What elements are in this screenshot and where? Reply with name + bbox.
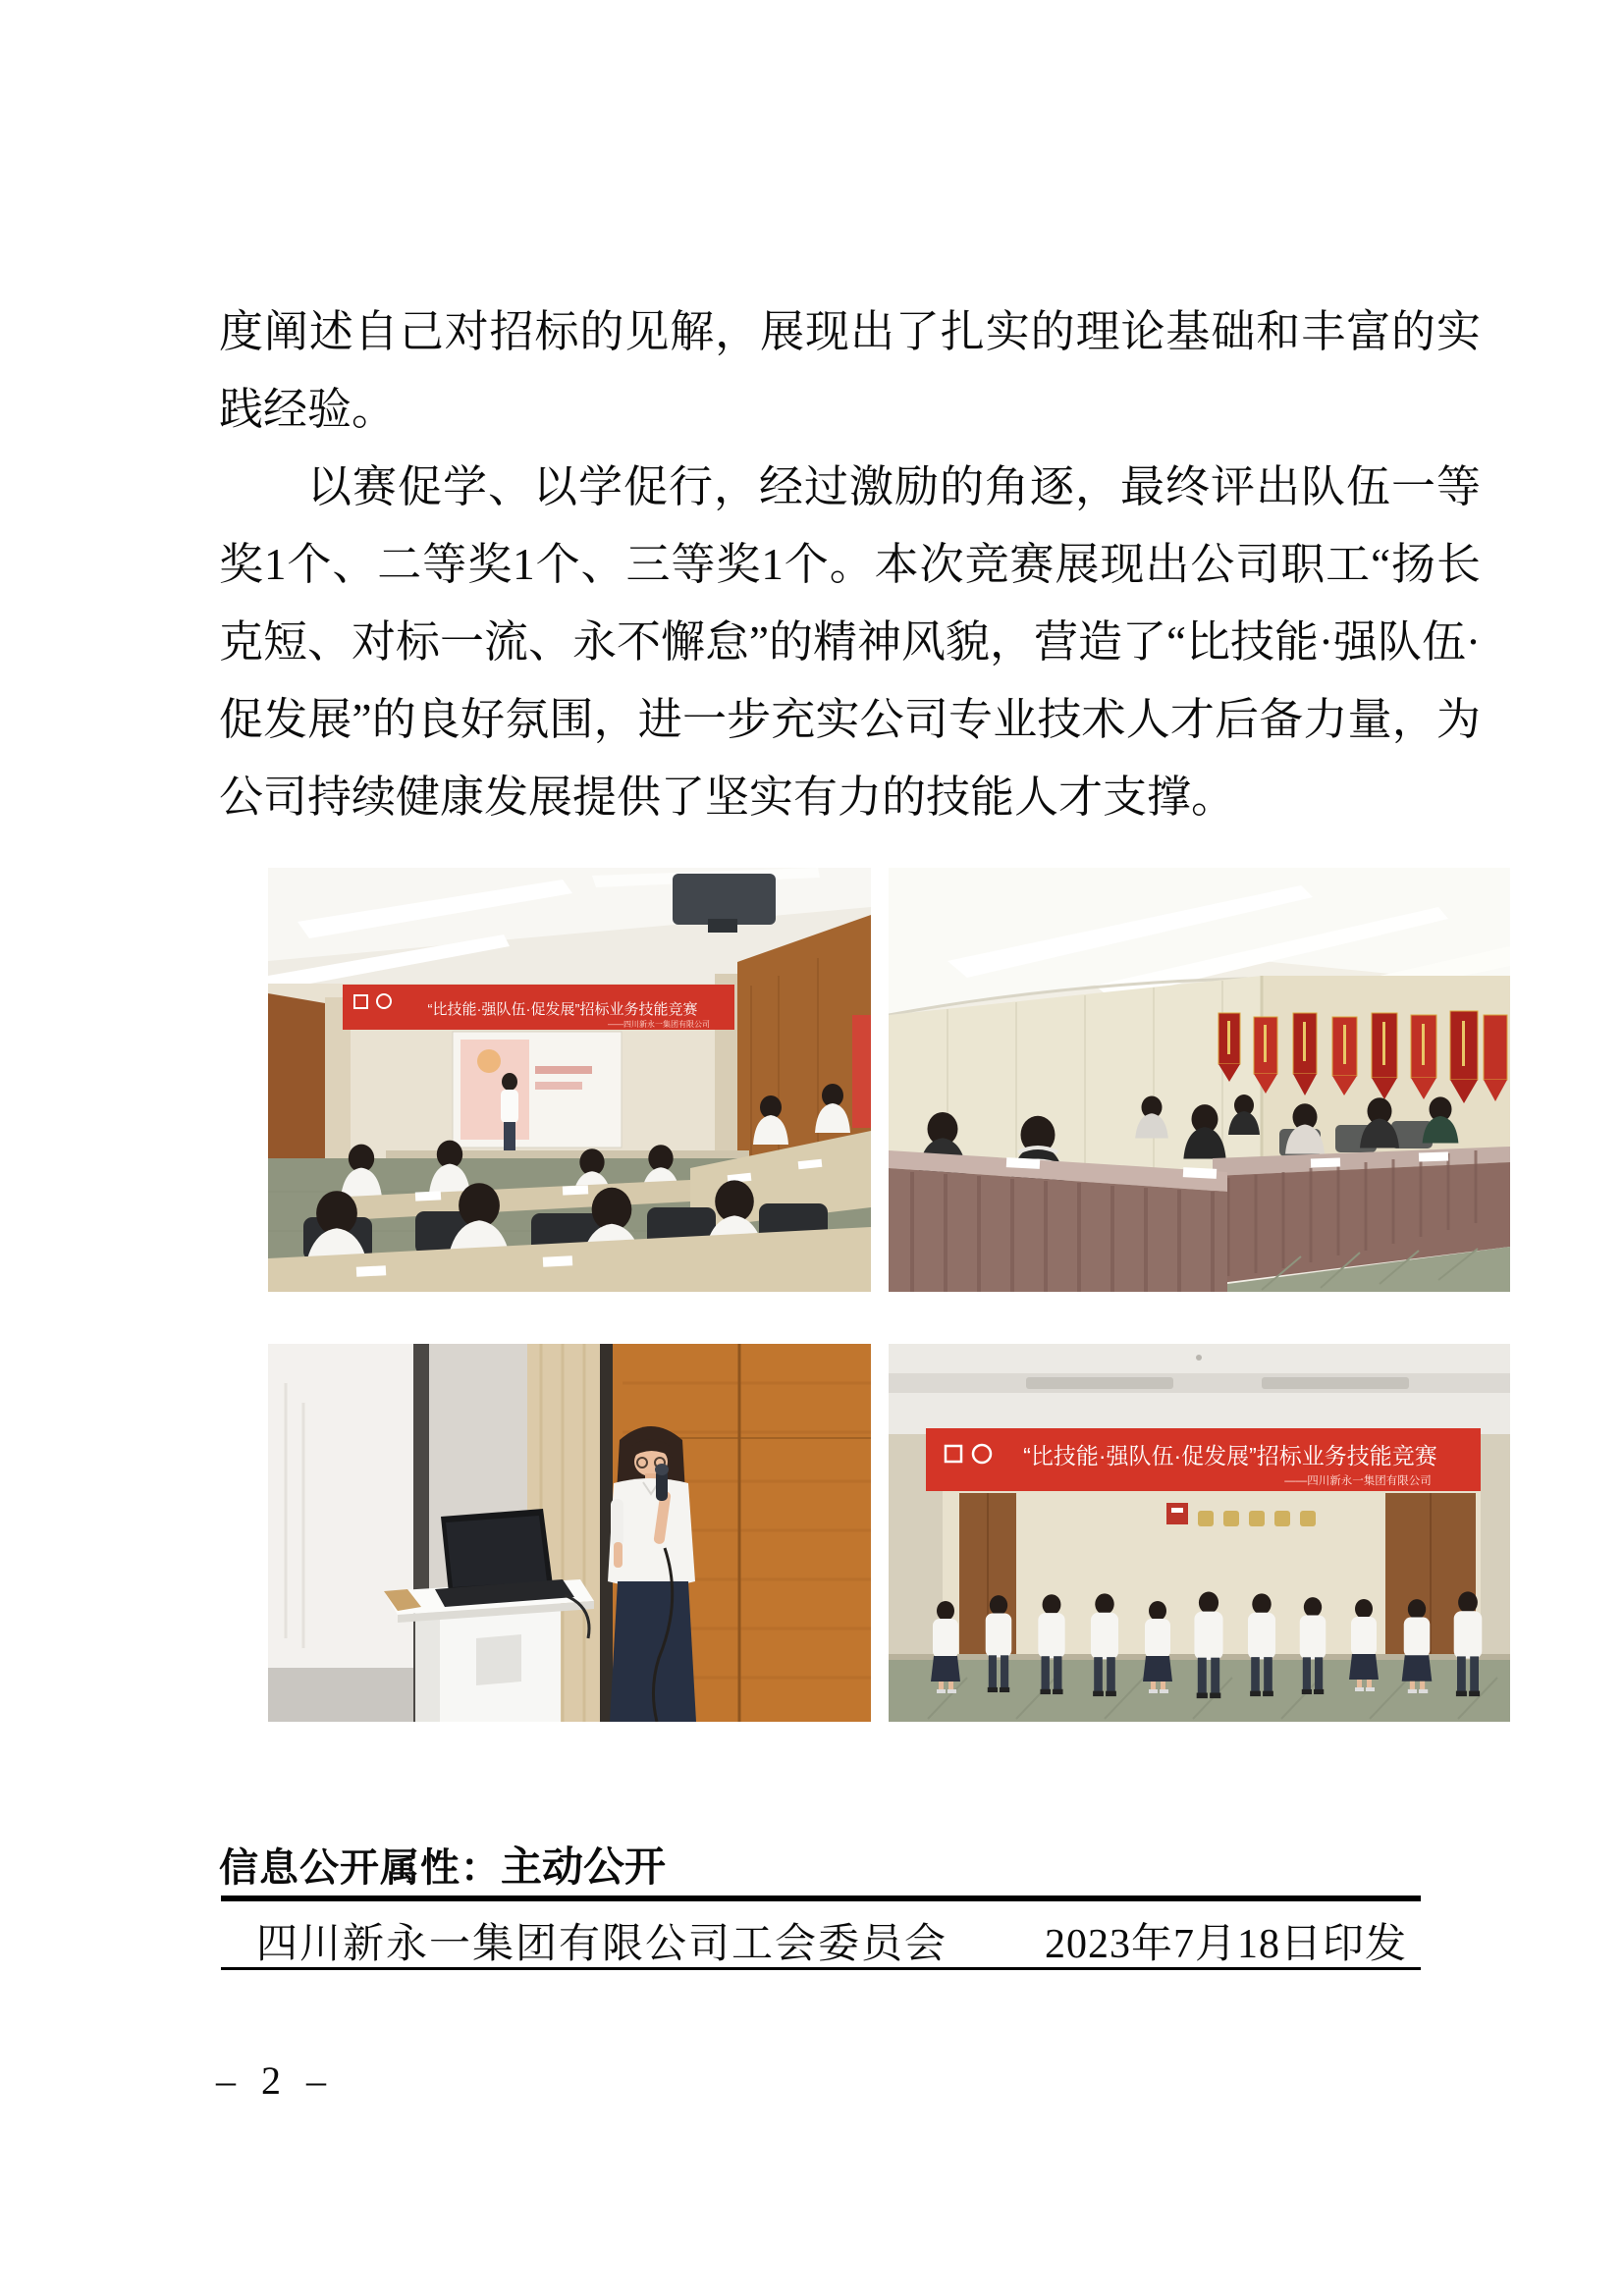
issuer-name: 四川新永一集团有限公司工会委员会 [256,1922,948,1967]
paragraph-1: 度阐述自己对招标的见解，展现出了扎实的理论基础和丰富的实践经验。 [219,307,1481,434]
photo-competition-meeting-illustration [268,868,871,1292]
body-text [219,294,1481,836]
photo-written-exam [889,868,1510,1292]
projection-screen [453,1032,622,1148]
divider-thin [221,1967,1421,1970]
photo-written-exam-illustration [889,868,1510,1292]
banner-title-text: “比技能·强队伍·促发展”招标业务技能竞赛 [427,1001,698,1018]
paragraph-2: 以赛促学、以学促行，经过激励的角逐，最终评出队伍一等奖1个、二等奖1个、三等奖1个。本次竞赛展现出公司职工“扬长克短、对标一流、永不懈怠”的精神风貌，营造了“比技能·强队伍·促发展”的良好氛围，进一步充实公司专业技术人才后备力量，为公司持续健康发展提供了坚实有力的技能人才支撑。 [219,462,1481,822]
banner-subtitle-text: ——四川新永一集团有限公司 [1284,1475,1432,1487]
speaker-woman [608,1426,696,1722]
red-decoration [852,1015,871,1128]
disclosure-line [219,1835,666,1894]
banner-subtitle-text: ——四川新永一集团有限公司 [608,1020,710,1029]
issue-date: 2023年7月18日印发 [1044,1922,1407,1967]
issuer-row [221,1914,1421,1967]
photo-group [889,1344,1510,1722]
page-number: – 2 – [216,2058,334,2103]
background-wall [268,1344,871,1722]
photo-competition-meeting [268,868,871,1292]
photo-contestant-presentation-illustration [268,1344,871,1722]
photo1-banner [343,985,734,1030]
disclosure-value: 主动公开 [501,1845,667,1891]
photo4-banner [926,1428,1481,1491]
ceiling-projector [673,874,776,933]
disclosure-label: 信息公开属性： [219,1846,501,1890]
ceiling [889,1344,1510,1434]
divider-thick [221,1896,1421,1901]
photo-group-illustration [889,1344,1510,1722]
banner-title-text: “比技能·强队伍·促发展”招标业务技能竞赛 [1023,1443,1437,1468]
photo-contestant-presentation [268,1344,871,1722]
